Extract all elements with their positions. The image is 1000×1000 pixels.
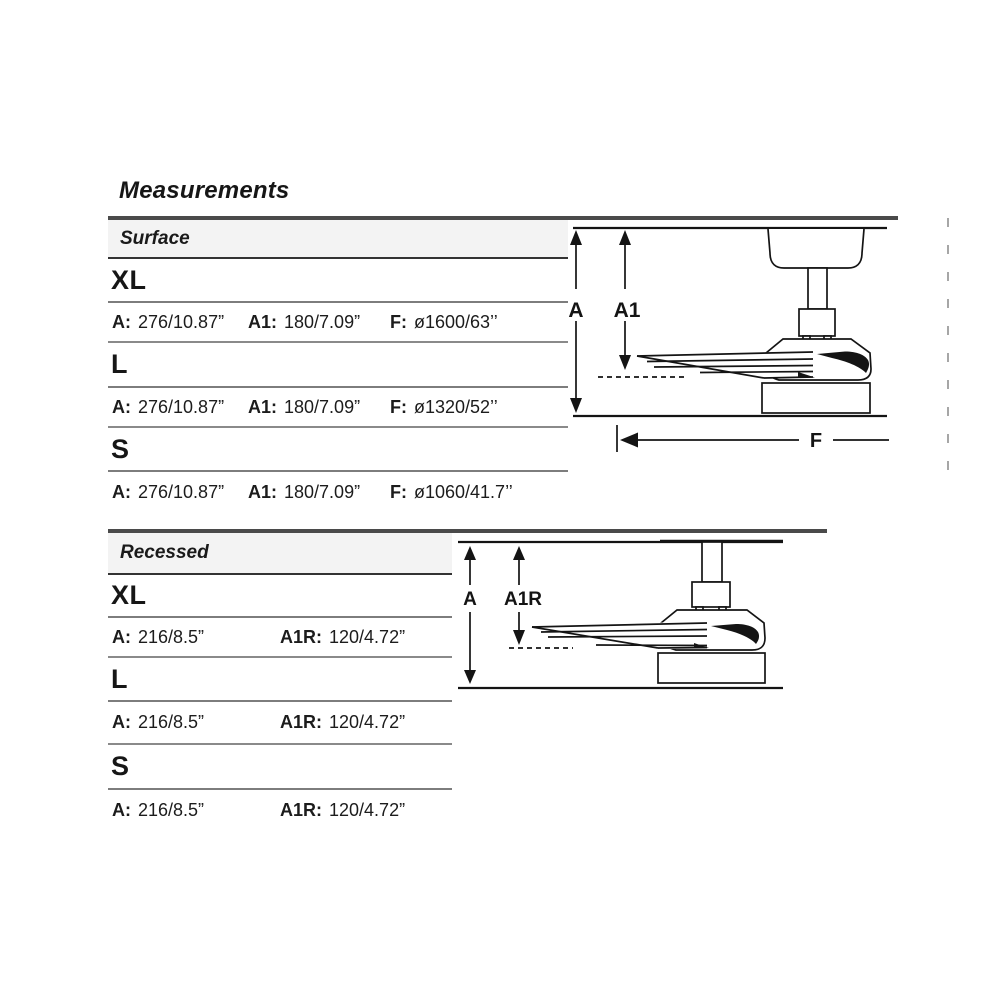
fan-downrod (702, 542, 722, 582)
dim-label-a1: A1 (613, 299, 641, 322)
size-name: S (111, 433, 130, 464)
spec-a1r (280, 627, 405, 648)
spec-a (112, 627, 280, 648)
spec-a-label: A: (112, 712, 131, 732)
spec-a (112, 482, 248, 503)
surface-table-header (108, 220, 568, 259)
spec-a1-label: A1: (248, 311, 278, 332)
spec-row-surface-s (108, 472, 568, 512)
spec-a1 (248, 482, 390, 503)
spec-a-label: A: (112, 481, 131, 502)
size-row-recessed-xl (108, 575, 452, 618)
spec-row-recessed-l (108, 702, 452, 745)
spec-f-value: ø1600/63’’ (414, 311, 498, 332)
spec-f-value: ø1060/41.7’’ (414, 481, 513, 502)
ceiling-fan-side-view (532, 542, 765, 683)
size-row-recessed-s (108, 745, 452, 790)
spec-f-label: F: (390, 311, 407, 332)
spec-a-label: A: (112, 626, 131, 647)
size-row-surface-l (108, 343, 568, 388)
spec-row-surface-l (108, 388, 568, 428)
fan-blades (637, 351, 815, 378)
spec-row-recessed-s (108, 790, 452, 830)
spec-a1r-label: A1R: (280, 626, 323, 647)
size-row-recessed-l (108, 658, 452, 702)
spec-row-surface-xl (108, 303, 568, 343)
spec-f (390, 482, 513, 503)
spec-a1-value: 180/7.09” (284, 311, 361, 332)
spec-a1-label: A1: (248, 481, 278, 502)
spec-a (112, 800, 280, 821)
spec-a (112, 397, 248, 418)
recessed-table (108, 533, 452, 830)
spec-a-value: 216/8.5” (138, 712, 205, 732)
page-title: Measurements (119, 177, 290, 204)
fan-downrod (808, 268, 827, 309)
spec-a1r-value: 120/4.72” (329, 799, 406, 820)
spec-a-value: 276/10.87” (138, 311, 225, 332)
spec-a1r-value: 120/4.72” (329, 712, 406, 732)
size-name: XL (111, 580, 147, 610)
spec-a (112, 312, 248, 333)
dim-label-a1r: A1R (503, 589, 543, 610)
page-edge-dashed-crop-mark (947, 218, 949, 480)
ceiling-fan-side-view (637, 229, 871, 413)
spec-a-value: 216/8.5” (138, 626, 205, 647)
surface-mount-fan-diagram (560, 210, 960, 470)
dim-arrow-a (464, 546, 476, 684)
size-row-surface-xl (108, 259, 568, 303)
spec-a1 (248, 312, 390, 333)
spec-a1-label: A1: (248, 396, 278, 417)
spec-a (112, 712, 280, 733)
fan-light-kit-box (658, 653, 765, 683)
dim-line-f (617, 425, 889, 452)
spec-f-label: F: (390, 481, 407, 502)
size-name: XL (111, 264, 147, 295)
spec-a1-value: 180/7.09” (284, 396, 361, 417)
recessed-table-header (108, 533, 452, 575)
spec-a-label: A: (112, 396, 131, 417)
fan-coupling (799, 309, 835, 336)
surface-table (108, 220, 568, 512)
spec-a1r-label: A1R: (280, 712, 323, 732)
spec-row-recessed-xl (108, 618, 452, 658)
dim-label-f: F (809, 430, 823, 452)
surface-header-label: Surface (120, 227, 190, 249)
spec-a-label: A: (112, 799, 131, 820)
fan-blades (532, 621, 709, 649)
fan-canopy (768, 229, 864, 268)
fan-light-kit-box (762, 383, 870, 413)
spec-a-value: 216/8.5” (138, 799, 205, 820)
recessed-mount-fan-diagram (450, 525, 850, 705)
dim-label-a: A (568, 299, 584, 322)
spec-a1-value: 180/7.09” (284, 481, 361, 502)
spec-a1r-label: A1R: (280, 799, 323, 820)
size-row-surface-s (108, 428, 568, 472)
spec-a-value: 276/10.87” (138, 396, 225, 417)
spec-f-label: F: (390, 396, 407, 417)
dim-label-a: A (463, 589, 477, 610)
spec-a-value: 276/10.87” (138, 481, 225, 502)
recessed-header-label: Recessed (120, 542, 209, 563)
size-name: L (111, 663, 128, 694)
spec-f (390, 397, 498, 418)
spec-f-value: ø1320/52’’ (414, 396, 498, 417)
fan-coupling (692, 582, 730, 607)
spec-a1r (280, 800, 405, 821)
spec-a1r-value: 120/4.72” (329, 626, 406, 647)
size-name: S (111, 751, 130, 781)
spec-a1r (280, 712, 405, 733)
spec-a1 (248, 397, 390, 418)
spec-a-label: A: (112, 311, 131, 332)
spec-f (390, 312, 498, 333)
size-name: L (111, 349, 128, 379)
